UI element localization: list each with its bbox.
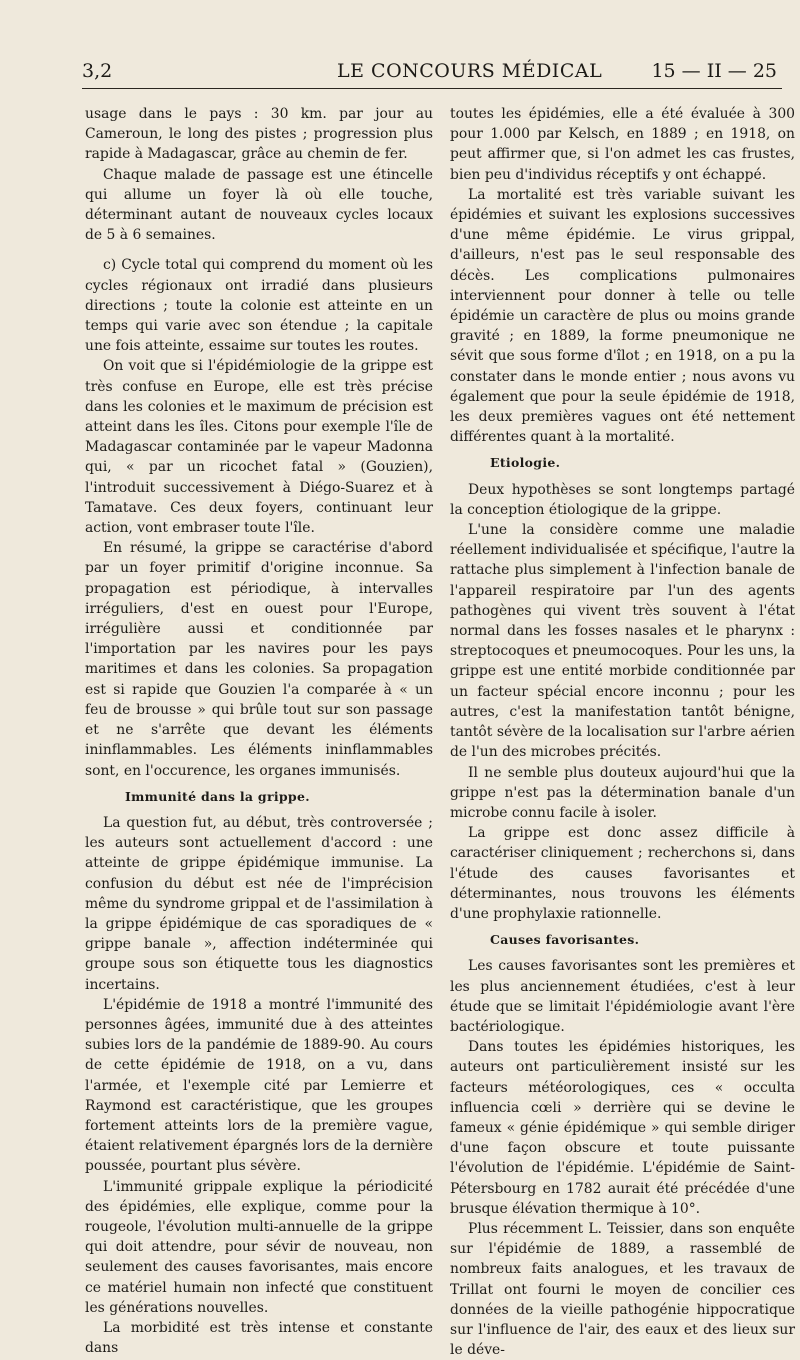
left-column [85,104,433,1358]
paragraph: Plus récemment L. Teissier, dans son enquête sur l'épidémie de 1889, a rassemblé de nombreux faits analogues, et les travaux de Trillat ont fourni le moyen de concilier ces données de la vieille pathogénie hippocratique sur l'influence de l'air, des eaux et des lieux sur le déve- [450,1220,795,1359]
paragraph: Chaque malade de passage est une étincelle qui allume un foyer là où elle touche, déterminant autant de nouveaux cycles locaux de 5 à 6 semaines. [85,166,433,244]
paragraph: usage dans le pays : 30 km. par jour au Cameroun, le long des pistes ; progression plus rapide à Madagascar, grâce au chemin de fer. [85,106,433,163]
paragraph: toutes les épidémies, elle a été évaluée à 300 pour 1.000 par Kelsch, en 1889 ; en 1918, on peut affirmer que, si l'on admet les cas frustes, bien peu d'individus réceptifs y ont échappé. [450,106,795,183]
right-column [450,104,795,1360]
paragraph: La mortalité est très variable suivant les épidémies et suivant les explosions successives d'une même épidémie. Le virus grippal, d'ailleurs, n'est pas le seul responsable des décès. Les complications pulmonaires interviennent pour donner à telle ou telle épidémie un caractère de plus ou moins grande gravité ; en 1889, la forme pneumonique ne sévit que sous forme d'îlot ; en 1918, on a pu la constater dans le monde entier ; nous avons vu également que pour la seule épidémie de 1918, les deux premières vagues ont été nettement différentes quant à la mortalité. [450,186,795,446]
journal-title: LE CONCOURS MÉDICAL [337,60,603,82]
paragraph: Il ne semble plus douteux aujourd'hui que la grippe n'est pas la détermination banale d'un microbe connu facile à isoler. [450,764,795,821]
paragraph: c) Cycle total qui comprend du moment où les cycles régionaux ont irradié dans plusieurs directions ; toute la colonie est atteinte en un temps qui varie avec son étendue ; la capitale une fois atteinte, essaime sur toutes les routes. [85,257,433,355]
spacer [85,245,433,255]
paragraph: L'une la considère comme une maladie réellement individualisée et spécifique, l'autre la rattache plus simplement à l'infection banale de l'appareil respiratoire par l'un des agents pathogènes qui vivent très souvent à l'état normal dans les fosses nasales et le pharynx : streptocoques et pneumocoques. Pour les uns, la grippe est une entité morbide conditionnée par un facteur spécial encore inconnu ; pour les autres, c'est la manifestation tantôt bénigne, tantôt sévère de la localisation sur l'arbre aérien de l'un des microbes précités. [450,522,796,761]
paragraph: Les causes favorisantes sont les premières et les plus anciennement étudiées, c'est à leur étude que se limitait l'épidémiologie avant l'ère bactériologique. [450,958,795,1035]
paragraph: Dans toutes les épidémies historiques, les auteurs ont particulièrement insisté sur les facteurs météorologiques, ces « occulta influencia cœli » derrière qui se devine le fameux « génie épidémique » qui semble diriger d'une façon obscure et toute puissante l'évolution de l'épidémie. L'épidémie de Saint-Pétersbourg en 1782 aurait été précédée d'une brusque élévation thermique à 10°. [450,1039,795,1217]
page-number: 3,2 [82,60,113,82]
paragraph: La morbidité est très intense et constante dans [85,1319,433,1357]
issue-date: 15 — II — 25 [651,60,777,82]
paragraph: Deux hypothèses se sont longtemps partagé la conception étiologique de la grippe. [450,481,795,518]
page-header [82,60,777,90]
paragraph: L'épidémie de 1918 a montré l'immunité des personnes âgées, immunité due à des atteintes subies lors de la pandémie de 1889-90. Au cours de cette épidémie de 1918, on a vu, dans l'armée, et l'exemple cité par Lemierre et Raymond est caractéristique, que les groupes fortement atteints lors de la première vague, étaient relativement épargnés lors de la dernière poussée, pourtant plus sévère. [85,996,433,1175]
paragraph: En résumé, la grippe se caractérise d'abord par un foyer primitif d'origine inconnue. Sa propagation est périodique, à intervalles irréguliers, d'est en ouest pour l'Europe, irrégulière aussi et conditionnée par l'importation par les navires pour les pays maritimes et dans les colonies. Sa propagation est si rapide que Gouzien l'a comparée à « un feu de brousse » qui brûle tout sur son passage et ne s'arrête que devant les éléments ininflammables. Les éléments ininflammables sont, en l'occurence, les organes immunisés. [85,540,433,779]
paragraph: On voit que si l'épidémiologie de la grippe est très confuse en Europe, elle est très précise dans les colonies et le maximum de précision est atteint dans les îles. Citons pour exemple l'île de Madagascar contaminée par le vapeur Madonna qui, « par un ricochet fatal » (Gouzien), l'introduit successivement à Diégo-Suarez et à Tamatave. Ces deux foyers, continuant leur action, vont embraser toute l'île. [85,358,433,537]
paragraph: La grippe est donc assez difficile à caractériser cliniquement ; recherchons si, dans l'étude des causes favorisantes et déterminantes, nous trouvons les éléments d'une prophylaxie rationnelle. [450,825,795,922]
header-rule [82,88,782,89]
section-heading-causes: Causes favorisantes. [490,932,640,948]
paragraph: L'immunité grippale explique la périodicité des épidémies, elle explique, comme pour la rougeole, l'évolution multi-annuelle de la grippe qui doit attendre, pour sévir de nouveau, non seulement des causes favorisantes, mais encore ce matériel humain non infecté que constituent les générations nouvelles. [85,1178,433,1316]
section-heading-immunite: Immunité dans la grippe. [125,788,310,804]
section-heading-etiologie: Etiologie. [490,455,561,471]
paragraph: La question fut, au début, très controversée ; les auteurs sont actuellement d'accord : une atteinte de grippe épidémique immunise. La confusion du début est née de l'imprécision même du syndrome grippal et de l'assimilation à la grippe épidémique de cas sporadiques de « grippe banale », affection indéterminée qui groupe sous son étiquette tous les diagnostics incertains. [85,814,433,993]
